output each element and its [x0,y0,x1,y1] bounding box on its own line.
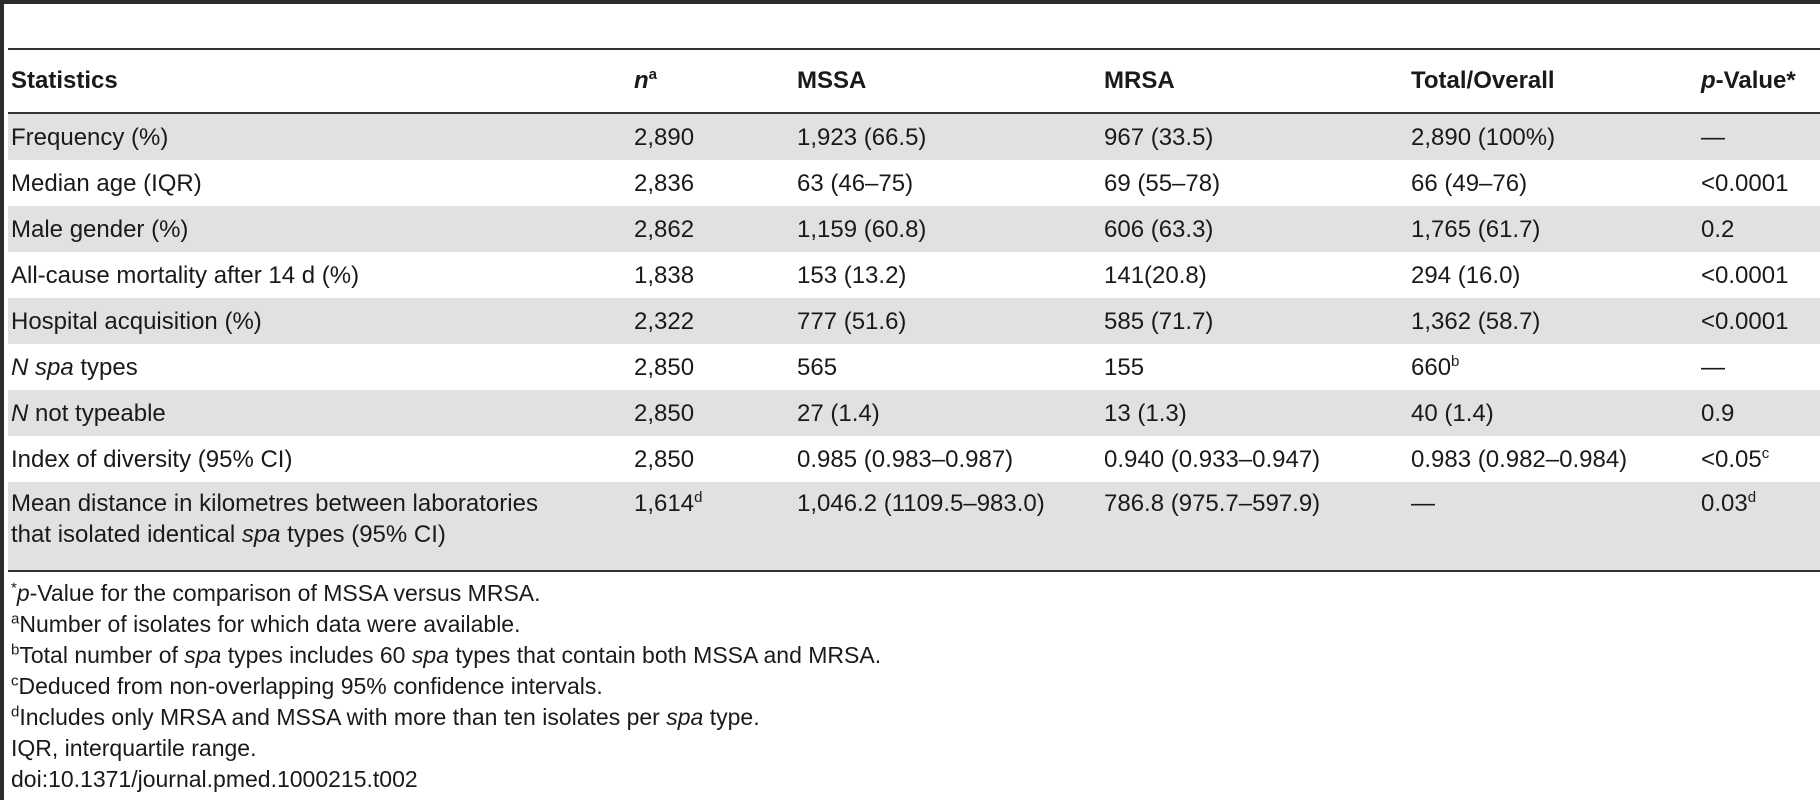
table-row [8,160,1820,206]
cell-p-value: <0.05$^c$ [1701,444,1770,473]
cell-p-value: <0.0001 [1701,261,1789,289]
cell-mssa: 63 (46–75) [797,169,914,197]
cell-mrsa: 141(20.8) [1104,261,1207,289]
table-row [8,298,1820,344]
cell-n: 2,836 [634,169,695,197]
footnote-c: $^c$Deduced from non-overlapping 95% confidence intervals. [11,672,603,699]
cell-total: — [1411,490,1435,517]
header-statistics: Statistics [11,67,118,94]
footnote-a: $^a$Number of isolates for which data were available. [11,610,521,637]
table-row [8,252,1820,298]
footnote-b: $^b$Total number of spa types includes 60 spa types that contain both MSSA and MRSA. [11,641,882,668]
header-p-value: p-Value* [1701,67,1796,94]
table-header-row [8,49,1820,113]
cell-mrsa: 155 [1104,353,1145,381]
cell-mssa: 1,159 (60.8) [797,215,927,243]
cell-mrsa: 967 (33.5) [1104,123,1214,151]
cell-mrsa: 786.8 (975.7–597.9) [1104,490,1321,517]
cell-mssa: 565 [797,353,838,381]
cell-total: 66 (49–76) [1411,169,1528,197]
cell-total: 2,890 (100%) [1411,123,1556,151]
cell-statistic: Mean distance in kilometres between laboratories that isolated identical spa types (95% CI) [11,490,538,548]
header-mssa: MSSA [797,67,867,94]
cell-n: 2,850 [634,445,695,473]
cell-statistic: N not typeable [11,399,166,427]
header-mrsa: MRSA [1104,67,1175,94]
cell-mrsa: 13 (1.3) [1104,399,1187,427]
cell-p-value: <0.0001 [1701,169,1789,197]
table-row [8,344,1820,390]
cell-mssa: 777 (51.6) [797,307,907,335]
cell-n: 2,850 [634,399,695,427]
cell-mrsa: 0.940 (0.933–0.947) [1104,445,1321,473]
header-total: Total/Overall [1411,67,1555,94]
table-row [8,482,1820,571]
cell-statistic: N spa types [11,353,138,381]
cell-mssa: 1,046.2 (1109.5–983.0) [797,490,1045,517]
cell-p-value: 0.03$^d$ [1701,489,1757,517]
cell-statistic: Median age (IQR) [11,169,202,197]
cell-mssa: 27 (1.4) [797,399,880,427]
table-row [8,206,1820,252]
footnote-iqr: IQR, interquartile range. [11,735,257,761]
cell-total: 1,765 (61.7) [1411,215,1541,243]
cell-p-value: 0.9 [1701,399,1735,427]
table-row [8,113,1820,160]
cell-mrsa: 585 (71.7) [1104,307,1214,335]
cell-mssa: 1,923 (66.5) [797,123,927,151]
cell-total: 660$^b$ [1411,352,1460,381]
cell-mrsa: 69 (55–78) [1104,169,1221,197]
cell-n: 2,862 [634,215,695,243]
header-n: $n^a$ [634,66,658,94]
doi-text: doi:10.1371/journal.pmed.1000215.t002 [11,766,418,792]
table-row [8,436,1820,482]
top-border [0,0,1820,4]
cell-statistic: Hospital acquisition (%) [11,307,262,335]
cell-statistic: Index of diversity (95% CI) [11,445,293,473]
cell-mrsa: 606 (63.3) [1104,215,1214,243]
cell-total: 1,362 (58.7) [1411,307,1541,335]
cell-p-value: — [1701,353,1725,381]
left-border [0,0,4,800]
cell-n: 2,890 [634,123,695,151]
cell-statistic: Male gender (%) [11,215,189,243]
cell-mssa: 153 (13.2) [797,261,907,289]
footnote-star: *p-Value for the comparison of MSSA versus MRSA. [11,579,541,606]
cell-statistic: Frequency (%) [11,123,169,151]
cell-n: 1,838 [634,261,695,289]
footnote-d: $^d$Includes only MRSA and MSSA with more than ten isolates per spa type. [11,703,760,730]
table-footnotes [11,578,881,795]
table-row [8,390,1820,436]
cell-n: 1,614$^d$ [634,489,703,517]
cell-total: 40 (1.4) [1411,399,1494,427]
statistics-table-container [8,48,1820,572]
cell-p-value: <0.0001 [1701,307,1789,335]
cell-n: 2,850 [634,353,695,381]
statistics-table [8,48,1820,572]
cell-statistic: All-cause mortality after 14 d (%) [11,261,360,289]
cell-p-value: 0.2 [1701,215,1735,243]
cell-total: 0.983 (0.982–0.984) [1411,445,1628,473]
cell-mssa: 0.985 (0.983–0.987) [797,445,1014,473]
cell-total: 294 (16.0) [1411,261,1521,289]
cell-p-value: — [1701,123,1725,151]
cell-n: 2,322 [634,307,695,335]
